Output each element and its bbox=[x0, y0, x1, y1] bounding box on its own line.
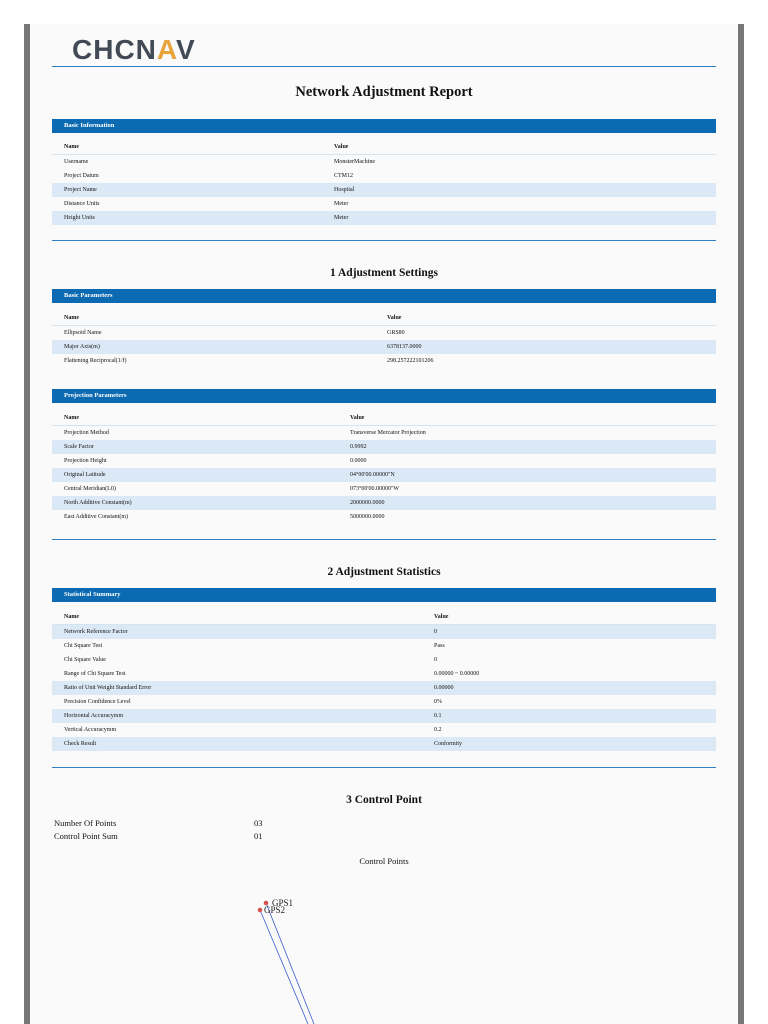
col-value-header: Value bbox=[322, 140, 716, 155]
row-value: Meter bbox=[334, 201, 349, 207]
row-value: Conformity bbox=[422, 737, 716, 751]
row-name: Project Datum bbox=[64, 173, 99, 179]
col-name-header: Name bbox=[52, 411, 338, 426]
page-title: Network Adjustment Report bbox=[295, 84, 473, 100]
row-value: 0.2 bbox=[434, 727, 442, 733]
col-value-header: Value bbox=[422, 610, 716, 625]
row-value: 0.1 bbox=[422, 709, 716, 723]
row-name: Range of Chi Square Test bbox=[64, 671, 126, 677]
logo-text-2: A bbox=[156, 34, 177, 65]
row-value: MonsterMachine bbox=[334, 159, 375, 165]
row-value: 0.9992 bbox=[338, 440, 716, 454]
row-name: North Additive Constant(m) bbox=[52, 496, 338, 510]
row-value: 0% bbox=[434, 699, 442, 705]
right-border-bar bbox=[738, 24, 744, 1024]
row-value: Meter bbox=[322, 211, 716, 225]
row-name: Original Latitude bbox=[52, 468, 338, 482]
row-name: Check Result bbox=[52, 737, 422, 751]
row-name: Vertical Accuracymm bbox=[64, 727, 117, 733]
projection-parameters-header: Projection Parameters bbox=[52, 389, 716, 403]
row-value: 04°00'00.00000"N bbox=[338, 468, 716, 482]
row-value: 0.00000 ~ 0.00000 bbox=[434, 671, 480, 677]
col-name-header: Name bbox=[52, 311, 375, 326]
row-name: Precision Confidence Level bbox=[64, 699, 131, 705]
number-of-points-value: 03 bbox=[254, 818, 263, 828]
row-name: Distance Units bbox=[64, 201, 100, 207]
row-name: Height Units bbox=[52, 211, 322, 225]
row-name: Projection Method bbox=[64, 430, 109, 436]
basic-parameters-header: Basic Parameters bbox=[52, 289, 716, 303]
row-name: Ellipsoid Name bbox=[64, 330, 102, 336]
point-label-gps2: GPS2 bbox=[264, 905, 286, 915]
control-points-plot bbox=[30, 24, 738, 1024]
row-value: 0 bbox=[434, 657, 437, 663]
control-point-sum-value: 01 bbox=[254, 831, 263, 841]
row-name: Chi Square Value bbox=[64, 657, 106, 663]
row-value: 0.00000 bbox=[422, 681, 716, 695]
row-value: CTM12 bbox=[334, 173, 354, 179]
point-gps2 bbox=[258, 908, 263, 913]
row-name: Central Meridian(L0) bbox=[64, 486, 116, 492]
baseline-line bbox=[266, 903, 314, 1024]
row-name: Projection Height bbox=[64, 458, 107, 464]
row-name: East Additive Constant(m) bbox=[64, 514, 128, 520]
control-point-title: 3 Control Point bbox=[346, 794, 422, 806]
row-name: Username bbox=[64, 159, 89, 165]
row-name: Major Axis(m) bbox=[52, 340, 375, 354]
row-value: 298.257222101206 bbox=[387, 358, 434, 364]
number-of-points-label: Number Of Points bbox=[54, 818, 117, 828]
row-name: Chi Square Test bbox=[64, 643, 103, 649]
col-name-header: Name bbox=[52, 140, 322, 155]
row-value: 0.0000 bbox=[350, 458, 367, 464]
row-value: GRS80 bbox=[387, 330, 405, 336]
basic-information-header: Basic Information bbox=[52, 119, 716, 133]
row-value: Pass bbox=[434, 643, 445, 649]
row-name: Flattening Reciprocal(1/f) bbox=[64, 358, 127, 364]
row-name: Network Reference Factor bbox=[52, 625, 422, 640]
row-value: Transverse Mercator Projection bbox=[350, 430, 426, 436]
row-value: 6378137.0000 bbox=[375, 340, 716, 354]
col-name-header: Name bbox=[52, 610, 422, 625]
row-value: 2000000.0000 bbox=[338, 496, 716, 510]
statistical-summary-header: Statistical Summary bbox=[52, 588, 716, 602]
point-label-gps1: GPS1 bbox=[272, 898, 294, 908]
baseline-line bbox=[260, 910, 308, 1024]
logo-text-3: V bbox=[176, 34, 196, 65]
logo-text-1: CHCN bbox=[72, 34, 157, 65]
row-value: Hospital bbox=[322, 183, 716, 197]
control-point-sum-label: Control Point Sum bbox=[54, 831, 118, 841]
adjustment-settings-title: 1 Adjustment Settings bbox=[330, 267, 438, 279]
row-name: Project Name bbox=[52, 183, 322, 197]
row-value: 073°00'00.00000"W bbox=[350, 486, 400, 492]
report-page bbox=[30, 24, 738, 1024]
control-points-chart-title: Control Points bbox=[359, 856, 409, 866]
row-name: Scale Factor bbox=[52, 440, 338, 454]
row-value: 5000000.0000 bbox=[350, 514, 385, 520]
row-name: Horizontal Accuracymm bbox=[52, 709, 422, 723]
row-name: Ratio of Unit Weight Standard Error bbox=[52, 681, 422, 695]
col-value-header: Value bbox=[338, 411, 716, 426]
col-value-header: Value bbox=[375, 311, 716, 326]
row-value: 0 bbox=[422, 625, 716, 640]
adjustment-statistics-title: 2 Adjustment Statistics bbox=[327, 566, 441, 578]
